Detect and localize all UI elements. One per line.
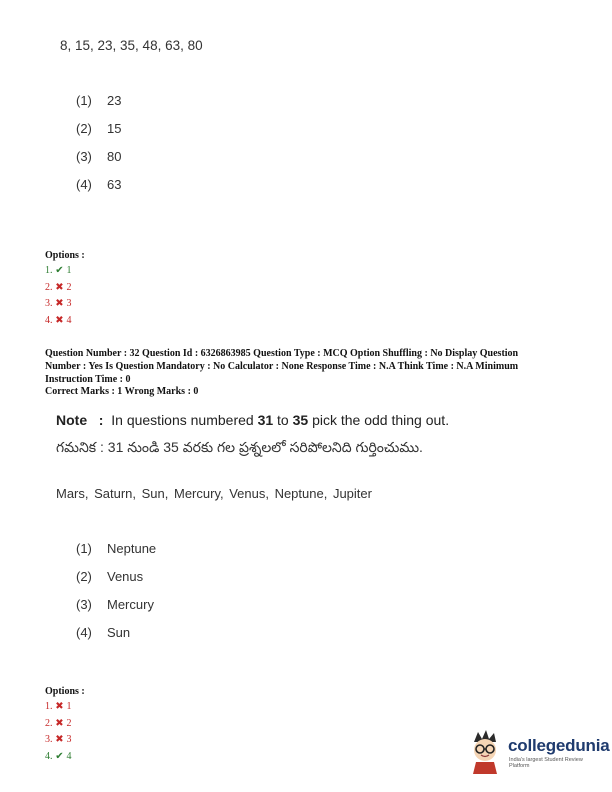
option-row: 2. ✖ 2 xyxy=(45,716,85,733)
cross-icon: ✖ xyxy=(55,281,64,293)
choice-3: (3) 80 xyxy=(76,149,122,164)
option-row: 4. ✖ 4 xyxy=(45,313,85,330)
option-row: 1. ✖ 1 xyxy=(45,699,85,716)
option-row: 4. ✔ 4 xyxy=(45,749,85,766)
logo-tagline: India's largest Student Review Platform xyxy=(509,757,583,769)
cross-icon: ✖ xyxy=(55,298,64,309)
choice-2: (2) Venus xyxy=(76,569,144,584)
cross-icon: ✖ xyxy=(55,701,64,712)
options-list xyxy=(45,250,85,329)
telugu-note: గమనిక : 31 నుండి 35 వరకు గల ప్రశ్నలలో సరిపోలనిది గుర్తించుము. xyxy=(56,439,423,455)
options-list xyxy=(45,686,85,765)
logo-name: collegedunia xyxy=(508,736,610,755)
option-row: 3. ✖ 3 xyxy=(45,732,85,749)
choice-1: (1) 23 xyxy=(76,93,122,108)
note-text: Note : In questions numbered 31 to 35 pick the odd thing out. xyxy=(56,412,450,428)
choice-1: (1) Neptune xyxy=(76,541,157,556)
options-title: Options : xyxy=(45,686,85,697)
check-icon: ✔ xyxy=(55,750,64,762)
option-row: 3. ✖ 3 xyxy=(45,296,85,313)
options-title: Options : xyxy=(45,250,85,261)
question-meta: Question Number : 32 Question Id : 6326863985 Question Type : MCQ Option Shuffling : No Display Question Number : Yes Is Question Mandatory : No Calculator : None Response Time : N.A Think Time : N.A Minimum Instruction Time : 0 Correct Marks : 1 Wrong Marks : 0 xyxy=(45,348,519,398)
items-list: Mars, Saturn, Sun, Mercury, Venus, Neptune, Jupiter xyxy=(56,486,372,501)
choice-3: (3) Mercury xyxy=(76,597,154,612)
choice-4: (4) 63 xyxy=(76,177,122,192)
option-row: 2. ✖ 2 xyxy=(45,280,85,297)
check-icon: ✔ xyxy=(55,265,64,276)
mascot-icon xyxy=(466,728,506,774)
cross-icon: ✖ xyxy=(55,717,64,729)
collegedunia-logo xyxy=(466,728,610,774)
choice-2: (2) 15 xyxy=(76,121,122,136)
option-row: 1. ✔ 1 xyxy=(45,263,85,280)
choice-4: (4) Sun xyxy=(76,625,131,640)
sequence-text: 8, 15, 23, 35, 48, 63, 80 xyxy=(60,38,203,53)
cross-icon: ✖ xyxy=(55,734,64,745)
cross-icon: ✖ xyxy=(55,314,64,326)
